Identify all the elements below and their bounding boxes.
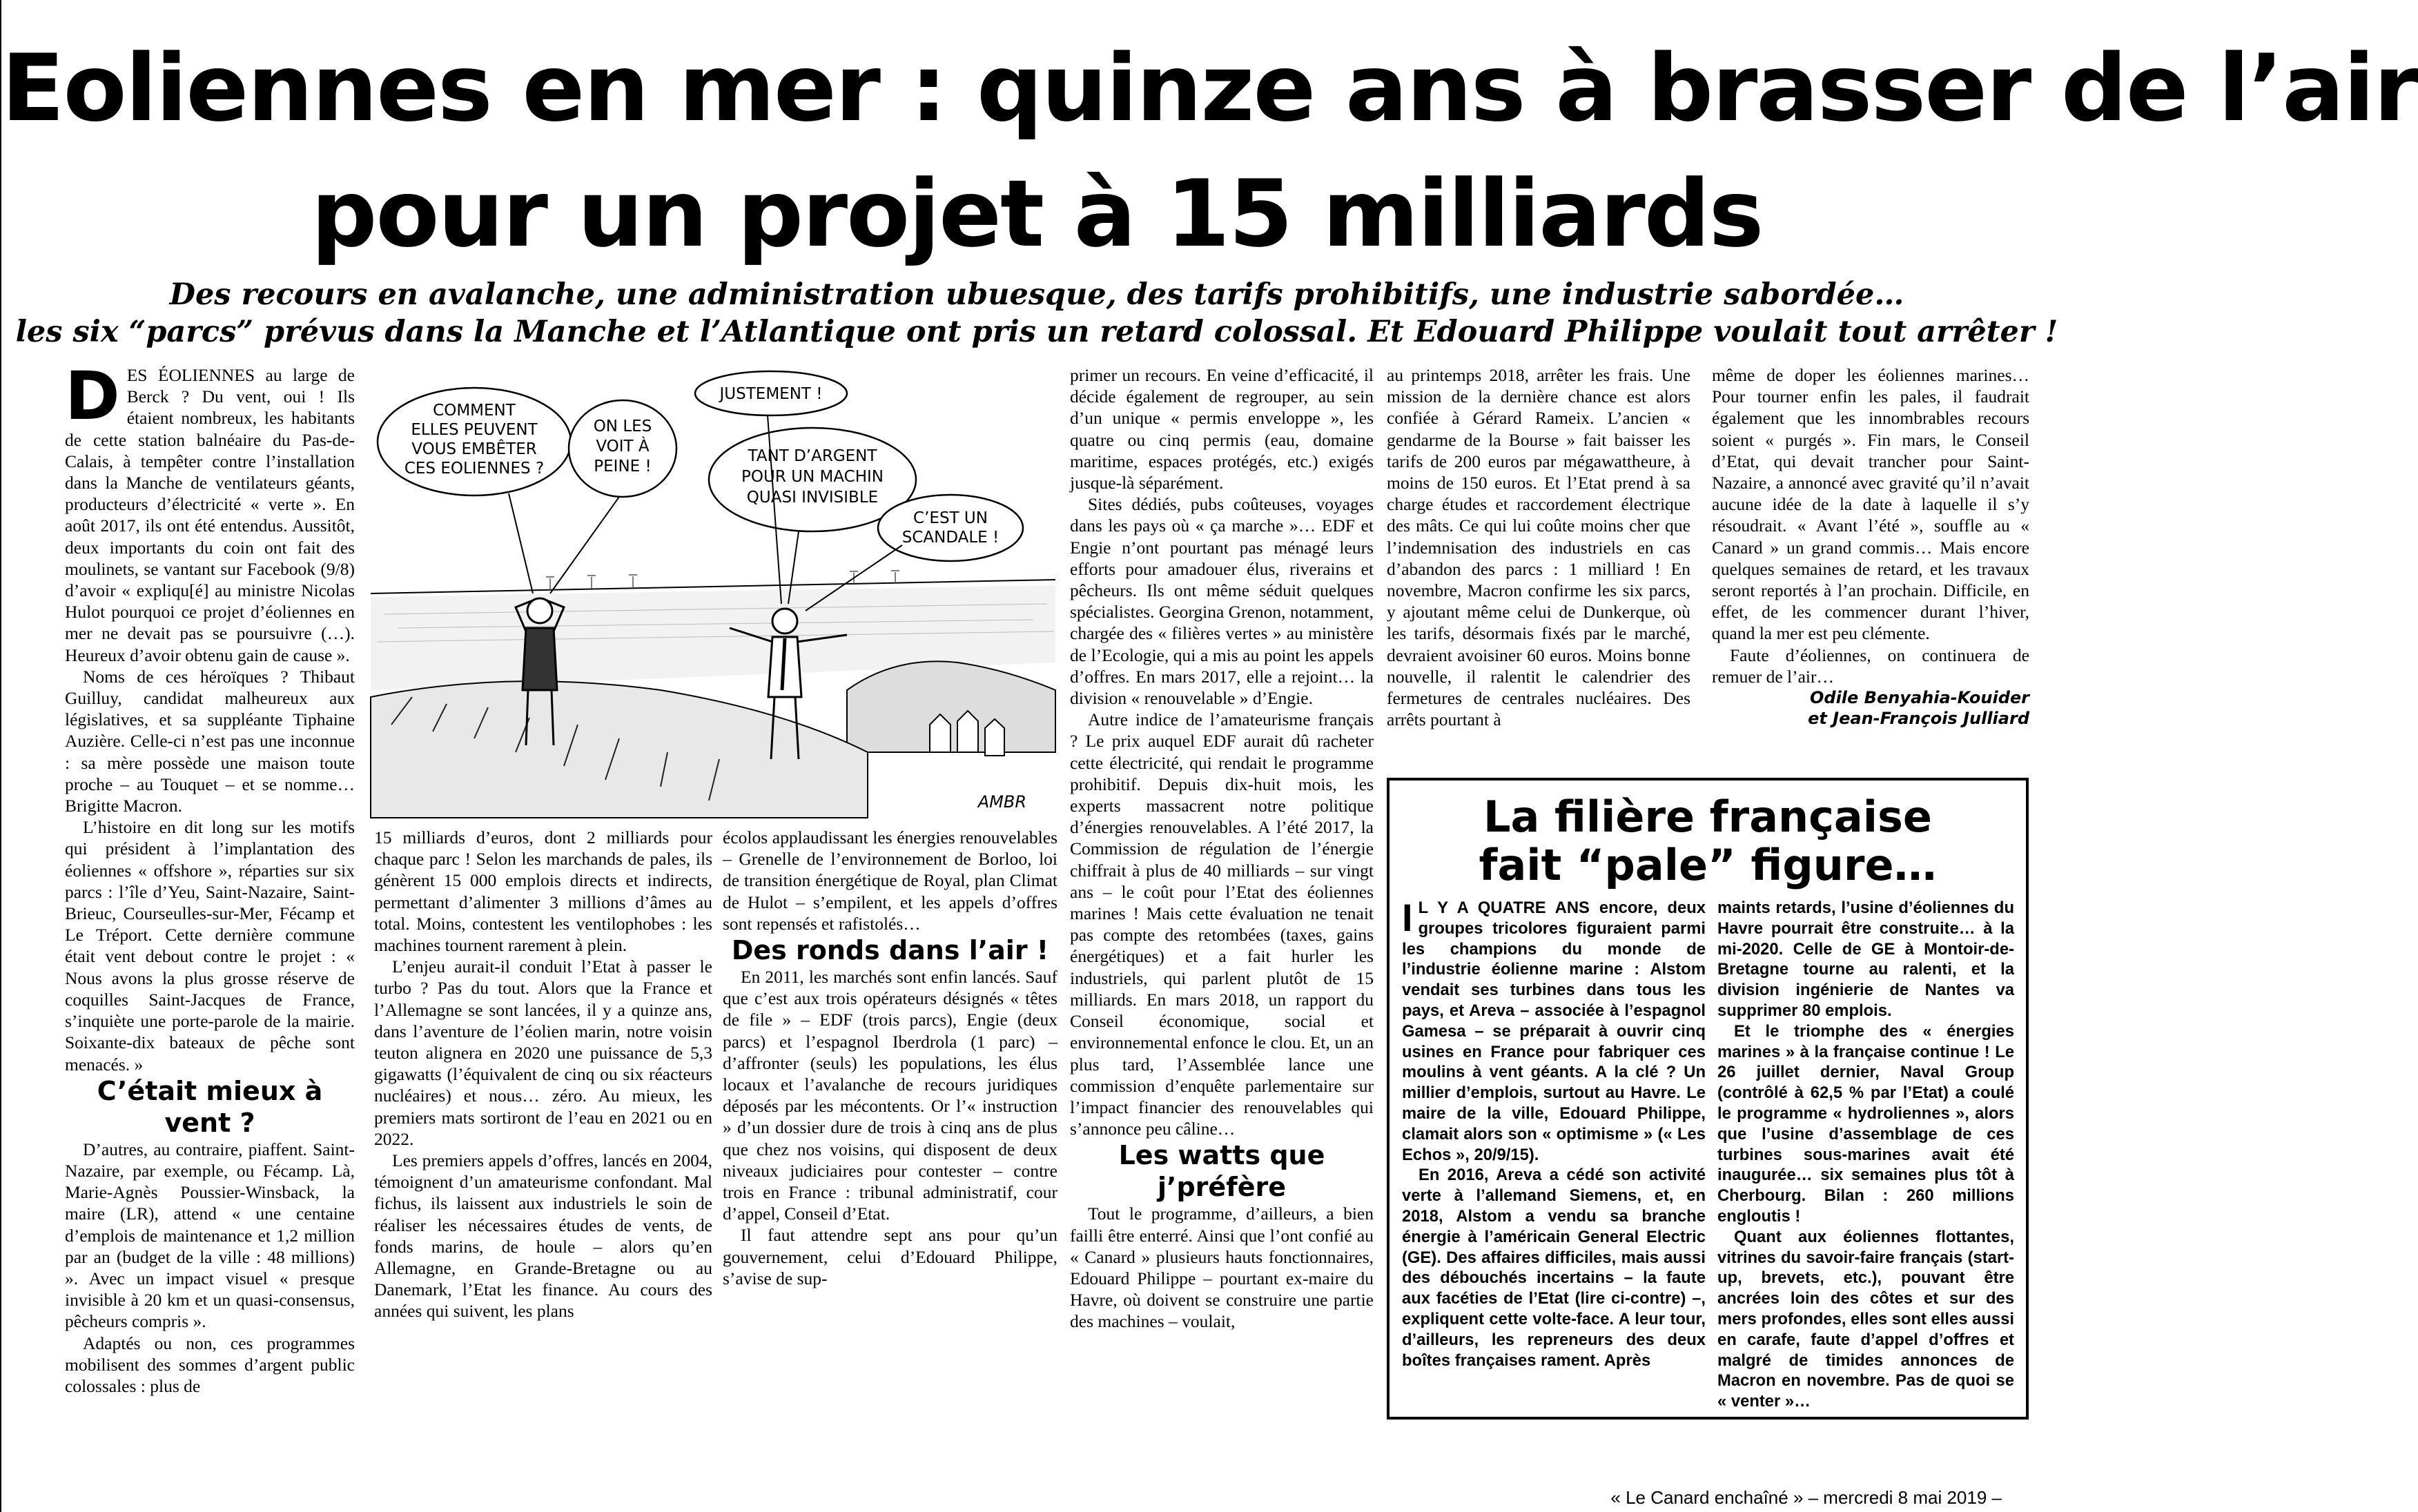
paragraph: au printemps 2018, arrêter les frais. Une mission de la dernière chance est alors confiée à Gérard Rameix. L’ancien « gendarme de la Bourse » fait baisser les tarifs de 200 euros par mégawattheure, à moins de 150 euros. Et l’Etat prend à sa charge études et raccordement électrique des mâts. Ce qui lui coûte moins cher que l’indemnisation des industriels en cas d’abandon des parcs : 1 milliard ! En novembre, Macron confirme les six parcs, y ajoutant même celui de Dunkerque, où les tarifs, désormais fixés par le marché, devraient avoisiner 60 euros. Moins bonne nouvelle, il ralentit le calendrier des fermetures de centrales nucléaires. Des arrêts pourtant à [1387, 365, 1690, 730]
paragraph: primer un recours. En veine d’efficacité, il décide également de regrouper, au sein d’un unique « permis enveloppe », les quatre ou cinq permis (eau, domaine maritime, espaces protégés, etc.) exigés jusque-là séparément. [1070, 365, 1374, 493]
cartoonist-signature: AMBR [977, 792, 1026, 812]
sidebar-title-line-1: La filière française [1483, 792, 1932, 842]
bubble2-line1: ON LES [593, 418, 652, 435]
sidebar-column-right [1717, 898, 2014, 1411]
bubble1-line3: VOUS EMBÊTER [411, 440, 537, 458]
paragraph: L’enjeu aurait-il conduit l’Etat à passer le turbo ? Pas du tout. Alors que la France et l’Allemagne se sont lancées, il y a quinze ans, dans l’aventure de l’éolien marin, notre voisin teuton alignera en 2020 une puissance de 5,3 gigawatts (l’équivalent de cinq ou six réacteurs nucléaires) et nous… zéro. Au mieux, les premiers mats sortiront de l’eau en 2021 ou en 2022. [374, 956, 712, 1149]
paragraph: Autre indice de l’amateurisme français ? Le prix auquel EDF aurait dû racheter cette électricité, qui rendait le programme prohibitif. Depuis dix-huit mois, les experts massacrent notre politique d’énergies renouvelables. A l’été 2017, la Commission de régulation de l’énergie chiffrait à plus de 40 milliards – sur vingt ans – le coût pour l’Etat des éoliennes marines ! Mais cette évaluation ne tenait pas compte des retombées (taxes, gains énergétiques) et a fait hurler les industriels, qui parlent plutôt de 15 milliards. En mars 2018, un rapport du Conseil économique, social et environnemental enfonce le clou. Et, un an plus tard, l’Assemblée lance une commission d’enquête parlementaire sur l’impact financier des renouvelables qui s’annonce peu câline… [1070, 709, 1374, 1139]
paragraph: 15 milliards d’euros, dont 2 milliards pour chaque parc ! Selon les marchands de pales, ils génèrent 15 000 emplois directs et indirects, permettant d’alimenter 3 millions d’âmes au total. Moins, contestent les ventilophobes : les machines tournent rarement à plein. [374, 827, 712, 956]
lead-paragraph [65, 357, 355, 666]
deck-line-2: les six “parcs” prévus dans la Manche et l’Atlantique ont pris un retard colossal. Et Edouard Philippe voulait tout arrêter ! [15, 315, 2058, 349]
bubble2-line2: VOIT À [596, 438, 650, 455]
article-column-3 [723, 827, 1057, 1475]
paragraph: Faute d’éoliennes, on continuera de remuer de l’air… [1712, 645, 2029, 687]
paragraph: L’histoire en dit long sur les motifs qui président à l’implantation des éoliennes « offshore », réparties sur six parcs : l’île d’Yeu, Saint-Nazaire, Saint-Brieuc, Courseulles-sur-Mer, Fécamp et Le Tréport. Cette dernière commune était vent debout contre le projet : « Nous avons la plus grosse réserve de coquilles Saint-Jacques de France, s’inquiète une porte-parole de la mairie. Soixante-dix bateaux de pêche sont menacés. » [65, 817, 355, 1074]
bubble4-line1: TANT D’ARGENT [748, 447, 877, 465]
paragraph: Sites dédiés, pubs coûteuses, voyages dans les pays où « ça marche »… EDF et Engie n’ont pourtant pas ménagé leurs efforts pour amadouer élus, riverains et pêcheurs. Ils ont même séduit quelques spécialistes. Georgina Grenon, notamment, chargée des « filières vertes » au ministère de l’Ecologie, qui a mis au point les appels d’offres. En mars 2017, elle a rejoint… la division « renouvelable » d’Engie. [1070, 494, 1374, 709]
sidebar-lead [1402, 898, 1706, 1165]
bubble2-line3: PEINE ! [594, 458, 652, 475]
sidebar-paragraph: En 2016, Areva a cédé son activité verte à l’allemand Siemens, et, en 2018, Alstom a vendu sa branche énergie à l’américain General Electric (GE). Des affaires difficiles, mais aussi des débouchés incertains – la faute aux facéties de l’Etat (lire ci-contre) –, expliquent cette volte-face. A leur tour, d’ailleurs, les repreneurs des deux boîtes françaises rament. Après [1402, 1166, 1706, 1370]
paragraph: D’autres, au contraire, piaffent. Saint-Nazaire, par exemple, ou Fécamp. Là, Marie-Agnès Poussier-Winsback, la maire (LR), attend « une centaine d’emplois de maintenance et 1,2 million par an (budget de la ville : 48 millions) ». Avec un impact visuel « presque invisible à 20 km et un quasi-consensus, pêcheurs compris ». [65, 1139, 355, 1332]
paragraph: En 2011, les marchés sont enfin lancés. Sauf que c’est aux trois opérateurs désignés « têtes de file » – EDF (trois parcs), Engie (deux parcs) et l’espagnol Iberdrola (1 parc) – d’affronter (seuls) les populations, les élus locaux et l’avalanche de recours juridiques déposés par les mécontents. Or l’« instruction » d’un dossier dure de trois à cinq ans de plus que chez nos voisins, qui disposent de deux niveaux judiciaires pour contester – contre trois en France : tribunal administratif, cour d’appel, Conseil d’Etat. [723, 967, 1057, 1224]
bubble5-line2: SCANDALE ! [901, 529, 1000, 547]
subhead: Des ronds dans l’air ! [731, 935, 1049, 966]
sidebar-paragraph: Quant aux éoliennes flottantes, vitrines du savoir-faire français (start-up, brevets, etc.), pouvant être ancrées loin des côtes et sur des mers profondes, elles sont elles aussi en carafe, faute d’appel d’offres et malgré de timides annonces de Macron en novembre. Pas de quoi se « venter »… [1717, 1227, 2014, 1411]
article-column-4 [1070, 364, 1374, 1475]
bubble4-line3: QUASI INVISIBLE [746, 489, 879, 507]
paragraph: Il faut attendre sept ans pour qu’un gouvernement, celui d’Edouard Philippe, s’avise de sup- [723, 1225, 1057, 1288]
author-signature-2: et Jean-François Julliard [1808, 709, 2029, 729]
bubble1-line2: ELLES PEUVENT [411, 421, 538, 439]
bubble3-line1: JUSTEMENT ! [719, 385, 823, 403]
article-column-2 [374, 827, 712, 1475]
paragraph: Les premiers appels d’offres, lancés en 2004, témoignent d’un amateurisme confondant. Mal fichus, ils laissent aux industriels le soin de réaliser les nécessaires études de vents, de fonds marins, de houle – alors qu’en Allemagne, en Grande-Bretagne ou au Danemark, l’Etat les finance. Au cours des années qui suivent, les plans [374, 1150, 712, 1322]
article-column-5 [1387, 364, 1690, 765]
sidebar-paragraph: maints retards, l’usine d’éoliennes du Havre pourrait être construite… à la mi-2020. Celle de GE à Montoir-de-Bretagne tourne au ralenti, et la division ingénierie de Nantes va supprimer 80 emplois. [1717, 899, 2014, 1020]
subhead: C’était mieux à vent ? [97, 1075, 323, 1138]
bubble5-line1: C’EST UN [913, 509, 988, 527]
paragraph: Noms de ces héroïques ? Thibaut Guilluy, candidat malheureux aux législatives, et sa suppléante Tiphaine Auzière. Celle-ci n’est pas une inconnue : sa mère possède une maison toute proche – au Touquet – et se nomme… Brigitte Macron. [65, 666, 355, 816]
sidebar-article-box [1387, 778, 2029, 1420]
drop-cap: D [65, 357, 120, 435]
lead-text: ES ÉOLIENNES au large de Berck ? Du vent, oui ! Ils étaient nombreux, les habitants de cette station balnéaire du Pas-de-Calais, à tempêter contre l’installation dans la Manche de ventilateurs géants, producteurs d’électricité « verte ». En août 2017, ils ont été entendus. Aussitôt, deux importants du coin ont fait des moulinets, se vantant sur Facebook (9/8) d’avoir « expliqu[é] au ministre Nicolas Hulot pourquoi ce projet d’éoliennes en mer ne devait pas se poursuivre (…). Heureux d’avoir obtenu gain de cause ». [65, 365, 355, 665]
bubble1-line1: COMMENT [433, 402, 516, 420]
sidebar-title [1390, 793, 2026, 890]
sidebar-paragraph: Et le triomphe des « énergies marines » à la française continue ! Le 26 juillet dernier, Naval Group (contrôlé à 62,5 % par l’Etat) a coulé le programme « hydroliennes », alors que l’usine d’assemblage de ces turbines sous-marines avait été inaugurée… six semaines plus tôt à Cherbourg. Bilan : 260 millions engloutis ! [1717, 1021, 2014, 1226]
sidebar-drop-cap: I [1402, 896, 1413, 939]
article-column-6 [1712, 364, 2029, 772]
headline-line-1: Eoliennes en mer : quinze ans à brasser de l’air [1, 35, 2418, 142]
subhead: Les watts que j’préfère [1118, 1140, 1325, 1203]
paragraph: écolos applaudissant les énergies renouvelables – Grenelle de l’environnement de Borloo, loi de transition énergétique de Royal, plan Climat de Hulot – s’empilent, et les appels d’offres sont repensés et rafistolés… [723, 827, 1057, 934]
editorial-cartoon [371, 366, 1055, 818]
article-column-1 [65, 357, 355, 1475]
page-footer: « Le Canard enchaîné » – mercredi 8 mai 2019 – [1610, 1487, 2002, 1508]
sidebar-title-line-2: fait “pale” figure… [1479, 840, 1937, 890]
paragraph: Adaptés ou non, ces programmes mobilisent des sommes d’argent public colossales : plus de [65, 1333, 355, 1396]
bubble1-line4: CES EOLIENNES ? [404, 460, 545, 478]
paragraph: même de doper les éoliennes marines… Pour tourner enfin les pales, il faudrait également que les innombrables recours soient « purgés ». Fin mars, le Conseil d’Etat, qui devait trancher pour Saint-Nazaire, a annoncé avec gravité qu’il n’avait aucune idée de la date à laquelle il s’y résoudrait. « Avant l’été », souffle au « Canard » un grand commis… Mais encore quelques semaines de retard, et les travaux seront reportés à l’an prochain. Difficile, en effet, de les commencer durant l’hiver, quand la mer est peu clémente. [1712, 365, 2029, 644]
sidebar-lead-text: L Y A QUATRE ANS encore, deux groupes tricolores figuraient parmi les champions du monde de l’industrie éolienne marine : Alstom vendait ses turbines dans tous les pays, et Areva – associée à l’espagnol Gamesa – se préparait à ouvrir cinq usines en France pour fabriquer ces moulins à vent géants. A la clé ? Un millier d’emplois, surtout au Havre. Le maire de la ville, Edouard Philippe, clamait alors son « optimisme » (« Les Echos », 20/9/15). [1402, 899, 1706, 1164]
headline-line-2: pour un projet à 15 milliards [311, 160, 1763, 268]
sidebar-column-left [1402, 898, 1706, 1408]
paragraph: Tout le programme, d’ailleurs, a bien failli être enterré. Ainsi que l’ont confié au « Canard » plusieurs hauts fonctionnaires, Edouard Philippe – pourtant ex-maire du Havre, où doivent se construire une partie des machines – voulait, [1070, 1204, 1374, 1332]
deck-line-1: Des recours en avalanche, une administration ubuesque, des tarifs prohibitifs, une industrie sabordée… [169, 277, 1904, 312]
author-signature-1: Odile Benyahia-Kouider [1809, 688, 2029, 708]
bubble4-line2: POUR UN MACHIN [741, 468, 884, 486]
